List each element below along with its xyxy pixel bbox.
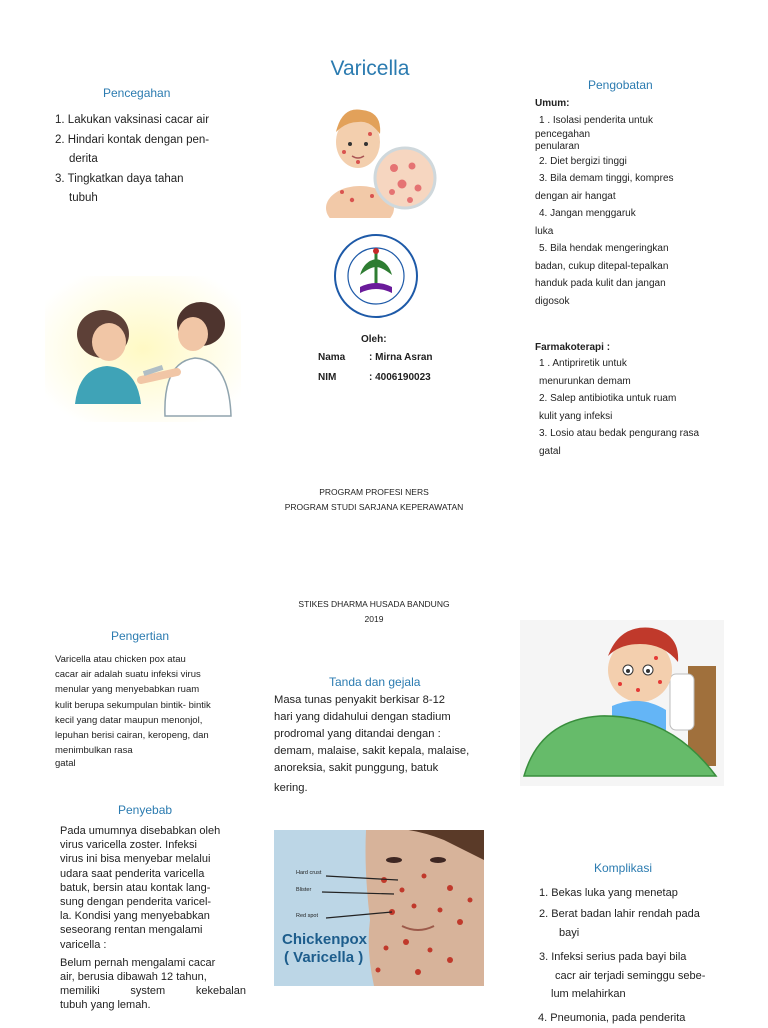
umum-line: 4. Jangan menggaruk [539, 208, 636, 219]
stikes-logo [330, 233, 422, 319]
list-item: 1. Lakukan vaksinasi cacar air [55, 114, 210, 126]
text-line: anoreksia, sakit punggung, batuk [274, 762, 439, 774]
text-line: gatal [55, 758, 76, 770]
text-line: lepuhan berisi cairan, keropeng, dan [55, 730, 209, 742]
text-line: kecil yang datar maupun menonjol, [55, 714, 203, 726]
text-line: cacar air adalah suatu infeksi virus [55, 669, 201, 681]
author-nama-label: Nama [318, 352, 346, 363]
tanda-text [274, 692, 504, 797]
umum-label: Umum: [535, 98, 570, 109]
text-line: la. Kondisi yang menyebabkan [60, 910, 210, 923]
text-line: prodromal yang ditandai dengan : [274, 728, 441, 740]
list-item: derita [69, 153, 98, 165]
institution-name: STIKES DHARMA HUSADA BANDUNG [298, 599, 450, 609]
umum-line: 5. Bila hendak mengeringkan [539, 243, 669, 254]
text-line: kulit berupa sekumpulan bintik- bintik [55, 699, 211, 711]
logo-text [330, 233, 331, 234]
text-line: Varicella atau chicken pox atau [55, 654, 186, 665]
farmako-line: menurunkan demam [539, 375, 631, 387]
chickenpox-face-image [274, 830, 484, 986]
komplikasi-heading: Komplikasi [594, 861, 653, 875]
text-line: tubuh yang lemah. [60, 999, 151, 1012]
text-line: demam, malaise, sakit kepala, malaise, [274, 745, 470, 757]
chickenpox-caption-1: Chickenpox [282, 931, 368, 948]
komplikasi-list [539, 881, 739, 1028]
text-line: virus ini bisa menyebar melalui [60, 853, 211, 866]
author-oleh: Oleh: [361, 334, 387, 345]
farmako-line: kulit yang infeksi [539, 410, 613, 422]
text-line: air, berusia dibawah 12 tahun, [60, 971, 207, 984]
umum-line: 2. Diet bergizi tinggi [539, 155, 627, 167]
umum-line: 1 . Isolasi penderita untuk [539, 115, 653, 126]
umum-line: digosok [535, 295, 570, 307]
umum-line: 3. Bila demam tinggi, kompres [539, 173, 674, 184]
pengertian-text [55, 652, 255, 769]
umum-line: badan, cukup ditepal-tepalkan [535, 260, 669, 272]
umum-line: penularan [535, 140, 580, 152]
farmako-line: gatal [539, 445, 561, 457]
farmako-line: 2. Salep antibiotika untuk ruam [539, 393, 677, 404]
author-nama-value: : Mirna Asran [369, 352, 433, 363]
program-line-2: PROGRAM STUDI SARJANA KEPERAWATAN [284, 502, 464, 512]
text-line: Pada umumnya disebabkan oleh [60, 825, 221, 837]
list-item: 2. Hindari kontak dengan pen- [55, 133, 210, 146]
label-hard-crust: Hard crust [296, 870, 322, 876]
tanda-heading: Tanda dan gejala [329, 675, 421, 689]
text-line: memiliki system kekebalan [60, 985, 246, 998]
author-nim-label: NIM [318, 372, 337, 383]
pengertian-heading: Pengertian [111, 629, 170, 643]
list-item: 1. Bekas luka yang menetap [539, 887, 678, 899]
list-item: 3. Infeksi serius pada bayi bila [539, 951, 687, 963]
text-line: virus varicella zoster. Infeksi [60, 839, 197, 852]
text-line: batuk, bersin atau kontak lang- [60, 881, 211, 894]
list-item: 3. Tingkatkan daya tahan [55, 172, 184, 185]
pencegahan-list [55, 111, 255, 209]
label-red-spot: Red spot [296, 913, 319, 919]
text-line: varicella : [60, 938, 107, 951]
umum-line: handuk pada kulit dan jangan [535, 278, 666, 289]
page-title: Varicella [330, 57, 410, 80]
umum-line: pencegahan [535, 128, 591, 140]
institution-year: 2019 [364, 614, 384, 624]
pengobatan-farmakoterapi [535, 340, 745, 460]
penyebab-text [60, 824, 246, 1013]
list-item: 2. Berat badan lahir rendah pada [539, 908, 700, 920]
pengobatan-umum [535, 96, 735, 310]
text-line: seseorang rentan mengalami [60, 924, 203, 937]
program-line-1: PROGRAM PROFESI NERS [319, 487, 429, 497]
penyebab-heading: Penyebab [118, 803, 173, 817]
text-line: udara saat penderita varicella [60, 867, 205, 880]
list-item: cacr air terjadi seminggu sebe- [555, 970, 706, 982]
text-line: kering. [274, 782, 308, 794]
author-nim-value: : 4006190023 [369, 372, 431, 383]
text-line: menular yang menyebabkan ruam [55, 684, 200, 696]
sick-child-bed-illustration [520, 620, 724, 786]
text-line: menimbulkan rasa [55, 745, 133, 757]
text-line: Belum pernah mengalami cacar [60, 956, 216, 969]
farmako-line: 1 . Antipriretik untuk [539, 358, 627, 369]
text-line: sung dengan penderita varicel- [60, 896, 212, 909]
list-item: tubuh [69, 192, 98, 204]
list-item: lum melahirkan [551, 988, 626, 1000]
umum-line: dengan air hangat [535, 190, 616, 202]
label-blister: Blister [296, 887, 312, 893]
chickenpox-caption-2: ( Varicella ) [284, 949, 364, 966]
child-chickenpox-illustration [322, 100, 442, 218]
pengobatan-heading: Pengobatan [588, 78, 653, 92]
farmako-label: Farmakoterapi : [535, 342, 611, 353]
list-item: 4. Pneumonia, pada penderita [538, 1012, 686, 1024]
list-item: bayi [559, 927, 580, 939]
umum-line: luka [535, 225, 554, 237]
farmako-line: 3. Losio atau bedak pengurang rasa [539, 428, 700, 439]
pencegahan-heading: Pencegahan [103, 86, 171, 100]
text-line: Masa tunas penyakit berkisar 8-12 [274, 694, 446, 706]
vaccination-illustration [45, 276, 241, 422]
text-line: hari yang didahului dengan stadium [274, 711, 451, 723]
